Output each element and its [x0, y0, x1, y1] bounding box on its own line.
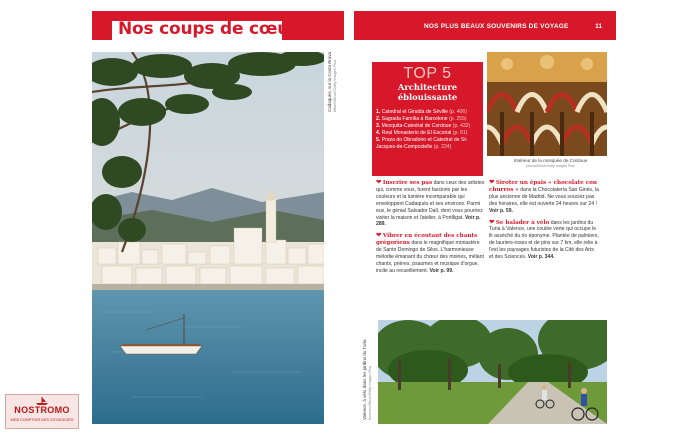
tip-body: dans ceux des artistes qui, comme vous, furent fascinés par les couleurs et la lumière incomparable qui enveloppent Cadaqués et ses environs. Parmi eux, le génial Salvador Dalí, dont vous pourriez visiter la maison et l'atelier, à Portlligat. — [376, 180, 485, 221]
list-item: 2. Sagrada Família à Barcelone (p. 255) — [376, 116, 467, 122]
mosque-caption: Intérieur de la mosquée de Cordoue — [513, 158, 588, 163]
list-item: 4. Real Monasterio de El Escorial (p. 61) — [376, 130, 468, 136]
heart-icon: ❤ — [376, 179, 382, 186]
logo-name: NOSTROMO — [14, 405, 70, 415]
top5-subheading — [372, 83, 483, 102]
valence-photo — [378, 320, 607, 424]
cadaques-photo — [92, 52, 324, 424]
tips-column-1 — [376, 180, 486, 280]
top5-heading: TOP 5 — [403, 65, 452, 82]
mosque-credit: jesuru/iStock/Getty Images Plus — [526, 164, 575, 168]
valence-caption-text: Valence, à vélo dans les jardins du Turia — [362, 339, 367, 420]
mosque-illustration — [487, 52, 607, 156]
page-number: 11 — [595, 23, 602, 30]
tip-heading: Siroter un épais « chocolate con churros » — [489, 180, 597, 193]
mosque-photo — [487, 52, 607, 156]
cadaques-credit-text: Mikel/iStock/Getty Images Plus — [333, 59, 337, 112]
page-title-box — [112, 19, 298, 45]
tip-heading: Inscrire ses pas — [382, 180, 433, 186]
heart-icon: ❤ — [489, 179, 495, 186]
cadaques-illustration — [92, 52, 324, 424]
tip-heading: Vibrer en écoutant des chants grégoriens — [376, 233, 478, 247]
left-header-band — [92, 11, 344, 40]
tip-ref: Voir p. 344. — [527, 254, 555, 261]
heart-icon: ❤ — [489, 218, 495, 226]
tip-ref: Voir p. 59. — [489, 207, 513, 214]
heart-icon: ❤ — [376, 232, 382, 240]
tip-body: dans les jardins du Turia à Valence, une coulée verte qui occupe le lit asséché du rio éponyme. Plantée de palmiers, de lauriers-roses et de pins sur 7 km, elle relie à l'est les paysages futuristes de la Cité des Arts et des Sciences. — [489, 219, 599, 261]
tip-paragraph — [489, 180, 599, 215]
right-header-band — [354, 11, 616, 40]
tip-ref: Voir p. 99. — [429, 267, 454, 274]
nostromo-logo — [5, 394, 79, 429]
list-item: 1. Catedral et Giralda de Séville (p. 406) — [376, 109, 467, 115]
list-item: 5. Praza do Obradoiro et Catedral de St-Jacques-de-Compostelle (p. 224) — [376, 137, 468, 150]
tip-paragraph — [489, 220, 599, 261]
tip-heading: Se balader à vélo — [495, 219, 550, 226]
tip-body: dans le magnifique monastère de Santo Domingo de Silos. L'harmonieuse mélodie émanant du chœur des moines, mêlant chants, prières, psaumes et musique d'orgue, incite au recueillement. — [376, 240, 484, 274]
valence-caption — [362, 320, 372, 420]
logo-tagline: WEB COMPTOIR DES VOYAGEURS — [10, 418, 74, 422]
tip-paragraph — [376, 180, 486, 228]
top5-box — [372, 62, 483, 176]
cadaques-caption-text: Cadaqués, sur la Costa Brava — [327, 51, 332, 112]
valence-credit-text: Kosmos/iStock/Getty Images Plus — [368, 365, 372, 420]
running-title: NOS PLUS BEAUX SOUVENIRS DE VOYAGE — [424, 23, 569, 30]
top5-list — [376, 109, 482, 151]
valence-illustration — [378, 320, 607, 424]
tips-column-2 — [489, 180, 599, 266]
tip-ref: Voir p. 289. — [376, 214, 481, 228]
list-item: 3. Mezquita-Catedral de Cordoue (p. 432) — [376, 123, 471, 129]
cadaques-caption — [327, 52, 337, 112]
tip-body: dans la Chocolatería San Ginés, la plus ancienne de Madrid. Ne vous souciez pas des horaires, elle est ouverte 24 heures sur 24 ! — [489, 186, 599, 207]
page-title: Nos coups de cœur — [118, 19, 298, 39]
top5-subheading-line1: Architecture — [397, 82, 458, 92]
tip-paragraph — [376, 233, 486, 274]
top5-subheading-line2: éblouissante — [397, 91, 458, 102]
